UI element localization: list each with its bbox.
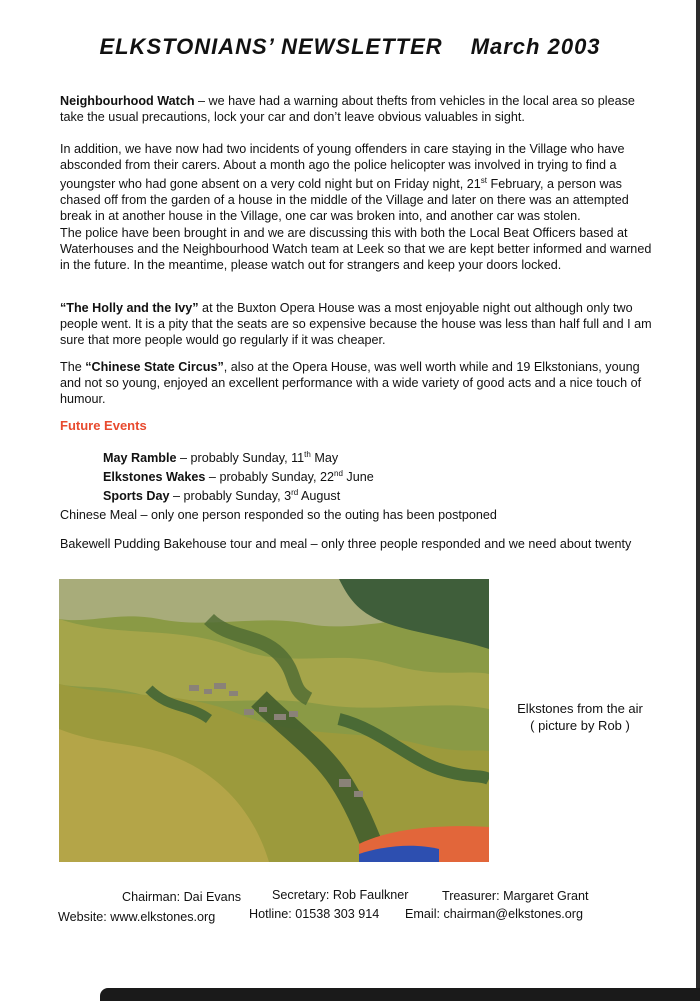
event-item: Elkstones Wakes – probably Sunday, 22nd June [103, 469, 374, 485]
scan-bottom-edge [100, 988, 700, 1001]
footer-contacts [0, 907, 700, 927]
newsletter-date: March 2003 [470, 34, 601, 59]
footer-treasurer: Treasurer: Margaret Grant [442, 889, 589, 903]
aerial-landscape-image [59, 579, 489, 862]
photo-caption-title: Elkstones from the air [517, 701, 643, 716]
holly-ivy-paragraph: “The Holly and the Ivy” at the Buxton Opera House was a most enjoyable night out although only two people went. It is a pity that the seats are so expensive because the house was less than half full and I am sure that more people would go regularly if it was cheaper. [60, 301, 652, 347]
circus-paragraph: The “Chinese State Circus”, also at the Opera House, was well worth while and 19 Elkstonians, young and not so young, enjoyed an excellent performance with a wide variety of good acts and a nice touch of humour. [60, 360, 642, 406]
footer-email[interactable]: Email: chairman@elkstones.org [405, 907, 583, 921]
footer-hotline: Hotline: 01538 303 914 [249, 907, 380, 921]
chinese-meal-note: Chinese Meal – only one person responded so the outing has been postponed [60, 508, 497, 522]
neighbourhood-watch-heading: Neighbourhood Watch [60, 94, 195, 108]
footer-website[interactable]: Website: www.elkstones.org [58, 910, 216, 924]
event-item: Sports Day – probably Sunday, 3rd August [103, 488, 341, 504]
future-events-heading: Future Events [60, 418, 147, 433]
newsletter-title [0, 34, 700, 60]
newsletter-name: ELKSTONIANS’ NEWSLETTER [99, 34, 443, 59]
footer-secretary: Secretary: Rob Faulkner [272, 888, 409, 902]
events-list [103, 447, 374, 505]
circus-title: “Chinese State Circus” [85, 360, 224, 374]
police-paragraph: The police have been brought in and we are discussing this with both the Local Beat Officers based at Waterhouses and the Neighbourhood Watch team at Leek so that we are kept better informed and warned in the future. In the meantime, please watch out for strangers and keep your doors locked. [60, 226, 652, 272]
aerial-photo [59, 579, 489, 862]
footer-chairman: Chairman: Dai Evans [122, 890, 241, 904]
bakewell-note: Bakewell Pudding Bakehouse tour and meal – only three people responded and we need about twenty [60, 537, 632, 551]
event-item: May Ramble – probably Sunday, 11th May [103, 450, 339, 466]
neighbourhood-watch-paragraph: Neighbourhood Watch – we have had a warning about thefts from vehicles in the local area so please take the usual precautions, lock your car and don’t leave obvious valuables in sight. [60, 94, 635, 124]
incidents-paragraph: In addition, we have now had two incidents of young offenders in care staying in the Village who have absconded from their carers. About a month ago the police helicopter was involved in trying to find a youngster who had gone absent on a very cold night but on Friday night, 21st February, a person was chased off from the garden of a house in the middle of the Village and later on there was an attempted break in at another house in the Village, one car was broken into, and another car was stolen. [60, 142, 629, 224]
photo-caption-credit: ( picture by Rob ) [530, 718, 630, 733]
holly-ivy-title: “The Holly and the Ivy” [60, 301, 199, 315]
scan-edge [696, 0, 700, 1001]
photo-caption [500, 700, 660, 734]
